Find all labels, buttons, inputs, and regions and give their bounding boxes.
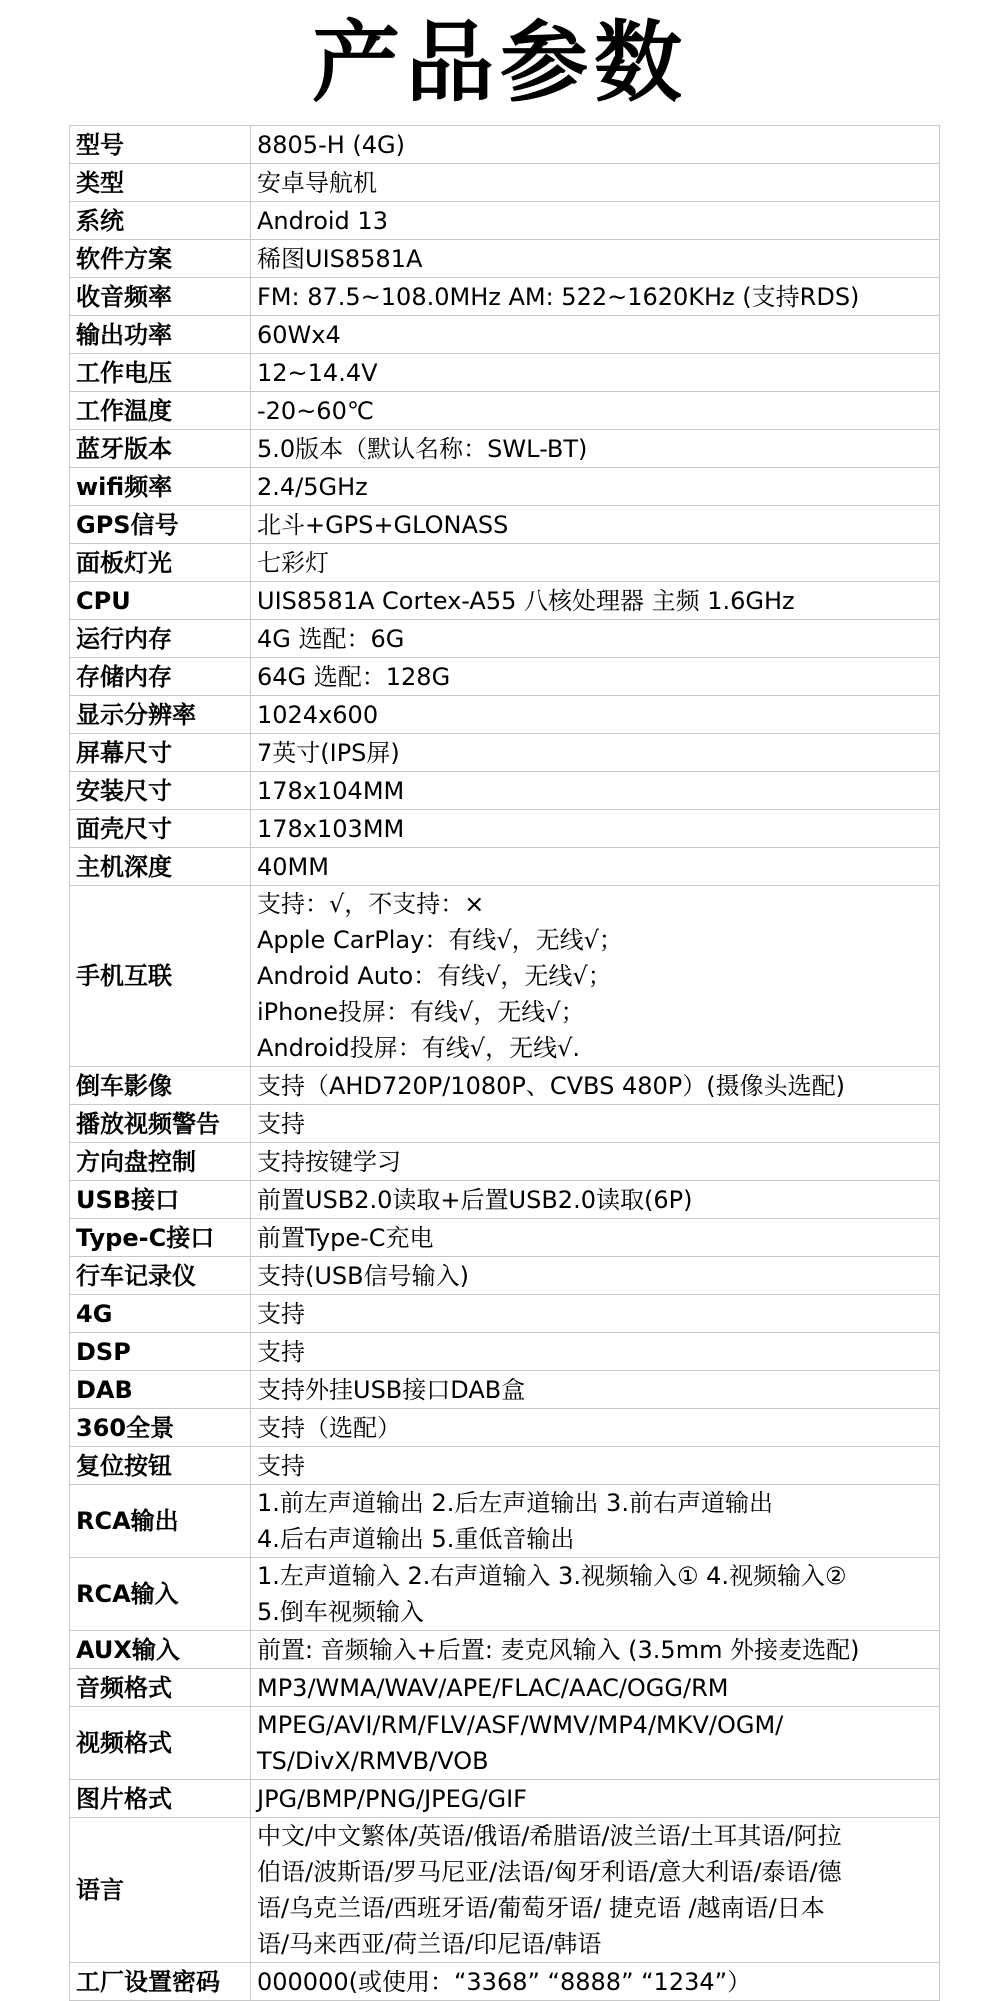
spec-value [251,1818,940,1963]
spec-label: 存储内存 [70,658,251,696]
spec-row [70,1631,940,1669]
spec-row [70,1669,940,1707]
spec-value-line: 8805-H (4G) [257,130,406,159]
spec-value [251,164,940,202]
spec-value-line: iPhone投屏：有线√，无线√； [257,998,585,1026]
spec-value-line: 支持按键学习 [257,1147,401,1176]
spec-value [251,1409,940,1447]
spec-label: 图片格式 [70,1780,251,1818]
spec-row [70,240,940,278]
spec-value [251,506,940,544]
spec-value [251,1631,940,1669]
spec-value-line: 5.倒车视频输入 [257,1598,424,1626]
spec-row [70,354,940,392]
spec-row [70,392,940,430]
spec-value-line: 伯语/波斯语/罗马尼亚/法语/匈牙利语/意大利语/泰语/德 [257,1858,842,1886]
spec-label: 行车记录仪 [70,1257,251,1295]
spec-value [251,202,940,240]
spec-value-line: 前置: 音频输入+后置: 麦克风输入 (3.5mm 外接麦选配) [257,1635,860,1664]
spec-value-line: FM: 87.5~108.0MHz AM: 522~1620KHz (支持RDS) [257,282,860,311]
spec-row [70,1818,940,1963]
spec-value [251,1219,940,1257]
spec-label: CPU [70,582,251,620]
spec-row [70,1181,940,1219]
spec-value-line: 前置Type-C充电 [257,1223,434,1252]
spec-value [251,1963,940,2001]
spec-value-line: 支持外挂USB接口DAB盒 [257,1375,526,1404]
spec-row [70,810,940,848]
spec-label: 型号 [70,126,251,164]
spec-value-line: 语/乌克兰语/西班牙语/葡萄牙语/ 捷克语 /越南语/日本 [257,1894,825,1922]
spec-value-line: 4.后右声道输出 5.重低音输出 [257,1525,575,1553]
spec-label: wifi频率 [70,468,251,506]
spec-label: 安装尺寸 [70,772,251,810]
spec-row [70,1295,940,1333]
spec-value [251,316,940,354]
spec-value-line: 1.左声道输入 2.右声道输入 3.视频输入① 4.视频输入② [257,1562,847,1590]
spec-value [251,1447,940,1485]
spec-row [70,658,940,696]
spec-row [70,506,940,544]
spec-value [251,734,940,772]
spec-row [70,164,940,202]
spec-row [70,430,940,468]
spec-label: DSP [70,1333,251,1371]
spec-value-line: Android Auto：有线√，无线√； [257,962,612,990]
spec-label: RCA输出 [70,1485,251,1558]
spec-label: 类型 [70,164,251,202]
spec-label: 复位按钮 [70,1447,251,1485]
spec-row [70,582,940,620]
spec-value [251,848,940,886]
spec-row [70,1143,940,1181]
spec-value-line: 64G 选配：128G [257,662,451,691]
spec-value-line: 178x104MM [257,776,405,805]
spec-row [70,1485,940,1558]
spec-label: 音频格式 [70,1669,251,1707]
spec-label: 面板灯光 [70,544,251,582]
spec-label: 蓝牙版本 [70,430,251,468]
spec-row [70,1963,940,2001]
spec-value [251,1067,940,1105]
spec-value-line: 语/马来西亚/荷兰语/印尼语/韩语 [257,1930,602,1958]
spec-value [251,658,940,696]
spec-row [70,1780,940,1818]
spec-table [69,125,940,2001]
spec-label: 倒车影像 [70,1067,251,1105]
spec-row [70,1558,940,1631]
spec-row [70,468,940,506]
spec-value-line: 中文/中文繁体/英语/俄语/希腊语/波兰语/土耳其语/阿拉 [257,1822,842,1850]
spec-value [251,1707,940,1780]
spec-row [70,620,940,658]
spec-table-body [70,126,940,2001]
spec-value-line: 1.前左声道输出 2.后左声道输出 3.前右声道输出 [257,1489,773,1517]
spec-row [70,1219,940,1257]
spec-label: 手机互联 [70,886,251,1067]
spec-value-line: 支持 [257,1451,305,1480]
spec-label: 方向盘控制 [70,1143,251,1181]
spec-value-line: -20~60℃ [257,396,374,425]
spec-row [70,1707,940,1780]
spec-label: 语言 [70,1818,251,1963]
spec-value-line: 60Wx4 [257,320,341,349]
spec-value-line: Android 13 [257,206,388,235]
spec-row [70,696,940,734]
spec-value-line: 支持（选配） [257,1413,401,1442]
spec-value [251,1295,940,1333]
spec-value [251,1257,940,1295]
spec-value [251,810,940,848]
spec-value [251,1669,940,1707]
spec-label: GPS信号 [70,506,251,544]
spec-value [251,1333,940,1371]
spec-value [251,1485,940,1558]
spec-row [70,1257,940,1295]
spec-value [251,278,940,316]
spec-value [251,240,940,278]
spec-value-line: 安卓导航机 [257,168,377,197]
spec-value-line: 稀图UIS8581A [257,244,423,273]
spec-row [70,202,940,240]
spec-value-line: MP3/WMA/WAV/APE/FLAC/AAC/OGG/RM [257,1673,729,1702]
spec-row [70,886,940,1067]
spec-label: AUX输入 [70,1631,251,1669]
spec-label: 软件方案 [70,240,251,278]
spec-label: Type-C接口 [70,1219,251,1257]
spec-row [70,316,940,354]
spec-value-line: UIS8581A Cortex-A55 八核处理器 主频 1.6GHz [257,586,795,615]
spec-value-line: 支持(USB信号输入) [257,1261,469,1290]
spec-label: 系统 [70,202,251,240]
spec-value-line: JPG/BMP/PNG/JPEG/GIF [257,1784,527,1813]
spec-value [251,1371,940,1409]
spec-value-line: 1024x600 [257,700,379,729]
spec-value [251,886,940,1067]
spec-value [251,430,940,468]
spec-label: 视频格式 [70,1707,251,1780]
spec-value-line: 12~14.4V [257,358,378,387]
spec-label: 面壳尺寸 [70,810,251,848]
spec-label: 工作电压 [70,354,251,392]
spec-row [70,1067,940,1105]
spec-value-line: 北斗+GPS+GLONASS [257,510,509,539]
spec-label: 输出功率 [70,316,251,354]
spec-value [251,354,940,392]
spec-value-line: MPEG/AVI/RM/FLV/ASF/WMV/MP4/MKV/OGM/ [257,1711,784,1739]
spec-value-line: 七彩灯 [257,548,329,577]
spec-label: DAB [70,1371,251,1409]
spec-label: 4G [70,1295,251,1333]
spec-value [251,544,940,582]
spec-value [251,468,940,506]
spec-value [251,1181,940,1219]
spec-value [251,126,940,164]
spec-value [251,1558,940,1631]
spec-row [70,278,940,316]
spec-value [251,392,940,430]
spec-value-line: 支持 [257,1299,305,1328]
spec-value-line: 000000(或使用：“3368” “8888” “1234”） [257,1967,752,1996]
spec-value-line: Android投屏：有线√，无线√. [257,1034,581,1062]
spec-label: 显示分辨率 [70,696,251,734]
spec-value [251,696,940,734]
spec-row [70,734,940,772]
spec-value [251,1143,940,1181]
spec-value-line: 4G 选配：6G [257,624,405,653]
spec-value [251,772,940,810]
spec-label: 工厂设置密码 [70,1963,251,2001]
spec-row [70,1447,940,1485]
spec-value-line: 2.4/5GHz [257,472,368,501]
spec-value-line: 支持：√，不支持：× [257,890,485,918]
spec-value-line: 5.0版本（默认名称：SWL-BT) [257,434,588,463]
spec-label: 播放视频警告 [70,1105,251,1143]
page-title: 产品参数 [311,11,688,114]
spec-label: 运行内存 [70,620,251,658]
spec-value [251,1780,940,1818]
spec-value-line: 178x103MM [257,814,405,843]
spec-row [70,1409,940,1447]
spec-row [70,1371,940,1409]
spec-value-line: 支持 [257,1109,305,1138]
spec-row [70,772,940,810]
spec-row [70,126,940,164]
spec-row [70,1333,940,1371]
spec-value [251,1105,940,1143]
spec-value-line: 前置USB2.0读取+后置USB2.0读取(6P) [257,1185,693,1214]
spec-value [251,620,940,658]
spec-value [251,582,940,620]
spec-value-line: 40MM [257,852,329,881]
spec-value-line: 7英寸(IPS屏) [257,738,400,767]
spec-value-line: TS/DivX/RMVB/VOB [257,1747,489,1775]
spec-label: USB接口 [70,1181,251,1219]
spec-row [70,544,940,582]
spec-label: 屏幕尺寸 [70,734,251,772]
spec-label: 360全景 [70,1409,251,1447]
spec-label: 收音频率 [70,278,251,316]
spec-value-line: Apple CarPlay：有线√，无线√； [257,926,623,954]
spec-label: RCA输入 [70,1558,251,1631]
spec-label: 工作温度 [70,392,251,430]
spec-label: 主机深度 [70,848,251,886]
spec-row [70,848,940,886]
spec-row [70,1105,940,1143]
spec-value-line: 支持 [257,1337,305,1366]
spec-value-line: 支持（AHD720P/1080P、CVBS 480P）(摄像头选配) [257,1071,845,1100]
